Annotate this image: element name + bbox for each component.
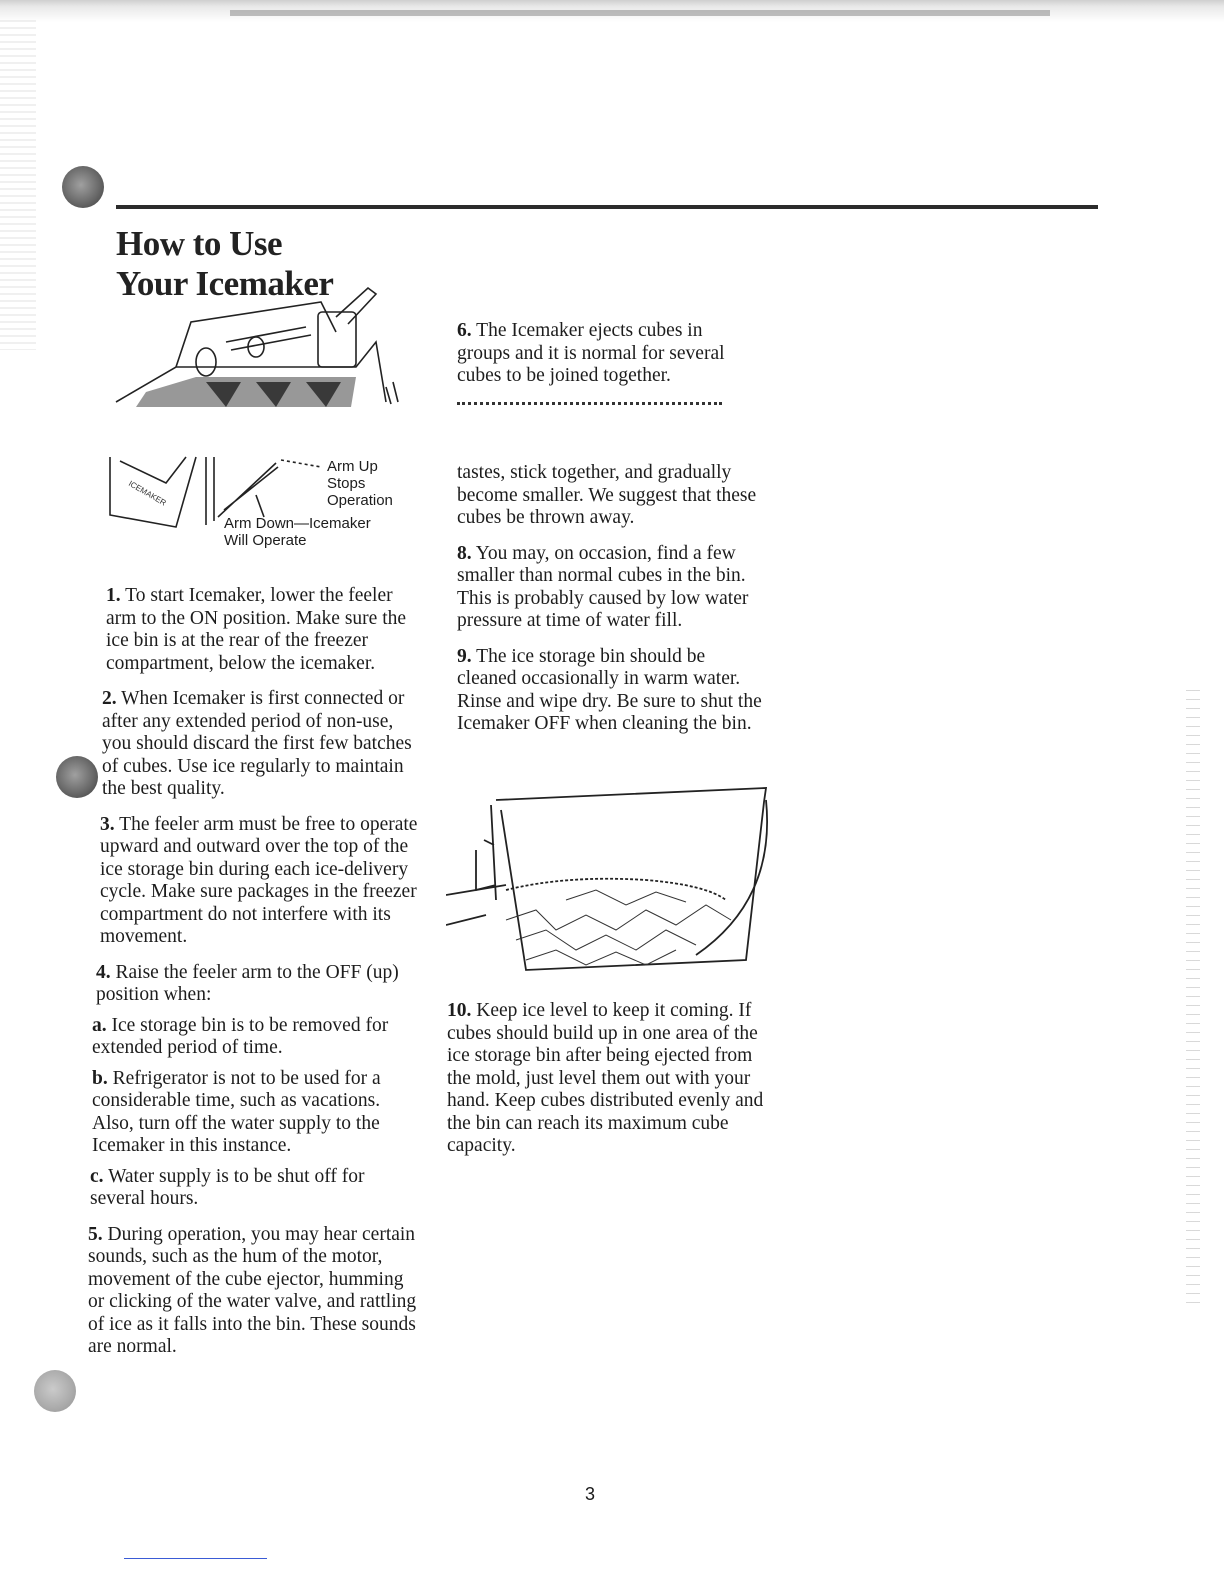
punch-hole-top: [62, 166, 104, 208]
label-arm-up-line-2: Stops: [327, 475, 366, 492]
icemaker-illustration: [106, 282, 406, 412]
ice-bin-illustration: [446, 780, 776, 980]
step-10-text: Keep ice level to keep it coming. If cubes should build up in one area of the ice storage bin after being ejected from the mold, just level them out with your hand. Keep cubes distributed evenly and the bin can reach its maximum cube capacity.: [447, 1000, 764, 1156]
step-4a-num: a.: [92, 1014, 107, 1036]
title-line-1: How to Use: [116, 224, 283, 263]
step-3-num: 3.: [100, 813, 115, 835]
step-9: [457, 646, 767, 736]
step-8-text: You may, on occasion, find a few smaller than normal cubes in the bin. This is probably caused by low water pressure at time of water fill.: [457, 542, 749, 631]
step-4-text: Raise the feeler arm to the OFF (up) position when:: [96, 961, 399, 1005]
step-4a: [92, 1015, 418, 1060]
label-arm-up-line-1: Arm Up: [327, 458, 378, 475]
right-column-top: [457, 320, 757, 401]
step-10-num: 10.: [447, 1000, 472, 1021]
step-3-text: The feeler arm must be free to operate upward and outward over the top of the ice storage bin during each ice-delivery cycle. Make sure packages in the freezer compartment do not interfere with its movement.: [100, 813, 418, 947]
bottom-underline: [124, 1558, 267, 1559]
step-1-text: To start Icemaker, lower the feeler arm to the ON position. Make sure the ice bin is at the rear of the freezer compartment, below the icemaker.: [106, 585, 407, 674]
svg-text:ICEMAKER: ICEMAKER: [127, 478, 168, 508]
step-7-continued: [457, 462, 767, 530]
step-9-text: The ice storage bin should be cleaned occasionally in warm water. Rinse and wipe dry. Be sure to shut the Icemaker OFF when cleaning the bin.: [457, 645, 762, 734]
cut-off-line: [457, 398, 727, 408]
step-8: [457, 543, 767, 633]
step-4c-text: Water supply is to be shut off for several hours.: [90, 1165, 365, 1209]
label-arm-down-line-2: Will Operate: [224, 532, 307, 549]
step-10: [447, 1000, 767, 1158]
step-4-num: 4.: [96, 961, 111, 983]
step-5-num: 5.: [88, 1223, 103, 1245]
right-column-middle: [457, 462, 767, 749]
right-column-bottom: [447, 1000, 767, 1171]
step-3: [100, 814, 418, 949]
step-4c-num: c.: [90, 1165, 104, 1187]
step-4a-text: Ice storage bin is to be removed for extended period of time.: [92, 1014, 389, 1058]
step-6-num: 6.: [457, 320, 472, 341]
step-2: [102, 688, 418, 801]
scan-right-noise: [1186, 690, 1200, 1310]
label-arm-down: [224, 515, 371, 549]
step-8-num: 8.: [457, 542, 472, 564]
scan-top-line: [230, 10, 1050, 16]
punch-hole-bottom: [34, 1370, 76, 1412]
left-column: [88, 585, 418, 1372]
step-2-num: 2.: [102, 688, 117, 709]
step-4b: [92, 1068, 418, 1158]
step-6-text: The Icemaker ejects cubes in groups and it is normal for several cubes to be joined together.: [457, 320, 725, 386]
label-arm-up-line-3: Operation: [327, 492, 393, 509]
step-4: [96, 962, 418, 1007]
step-4b-num: b.: [92, 1067, 108, 1089]
label-arm-up: [327, 458, 393, 509]
step-5-text: During operation, you may hear certain sounds, such as the hum of the motor, movement of the cube ejector, humming or clicking of the water valve, and rattling of ice as it falls into the bin. These sounds are normal.: [88, 1223, 417, 1357]
title-line-2: Your Icemaker: [116, 264, 334, 303]
step-4b-text: Refrigerator is not to be used for a considerable time, such as vacations. Also, turn off the water supply to the Icemaker in this instance.: [92, 1067, 381, 1156]
scan-left-noise: [0, 20, 36, 350]
page-number: 3: [585, 1484, 596, 1504]
step-7-continued-text: tastes, stick together, and gradually become smaller. We suggest that these cubes be thrown away.: [457, 462, 757, 528]
step-6: [457, 320, 757, 388]
step-2-text: When Icemaker is first connected or after any extended period of non-use, you should discard the first few batches of cubes. Use ice regularly to maintain the best quality.: [102, 688, 412, 799]
step-1: [106, 585, 418, 675]
label-arm-down-line-1: Arm Down—Icemaker: [224, 515, 371, 532]
step-1-num: 1.: [106, 585, 121, 606]
header-rule: [116, 205, 1098, 209]
step-9-num: 9.: [457, 645, 472, 667]
step-4c: [90, 1166, 418, 1211]
step-5: [88, 1224, 418, 1359]
